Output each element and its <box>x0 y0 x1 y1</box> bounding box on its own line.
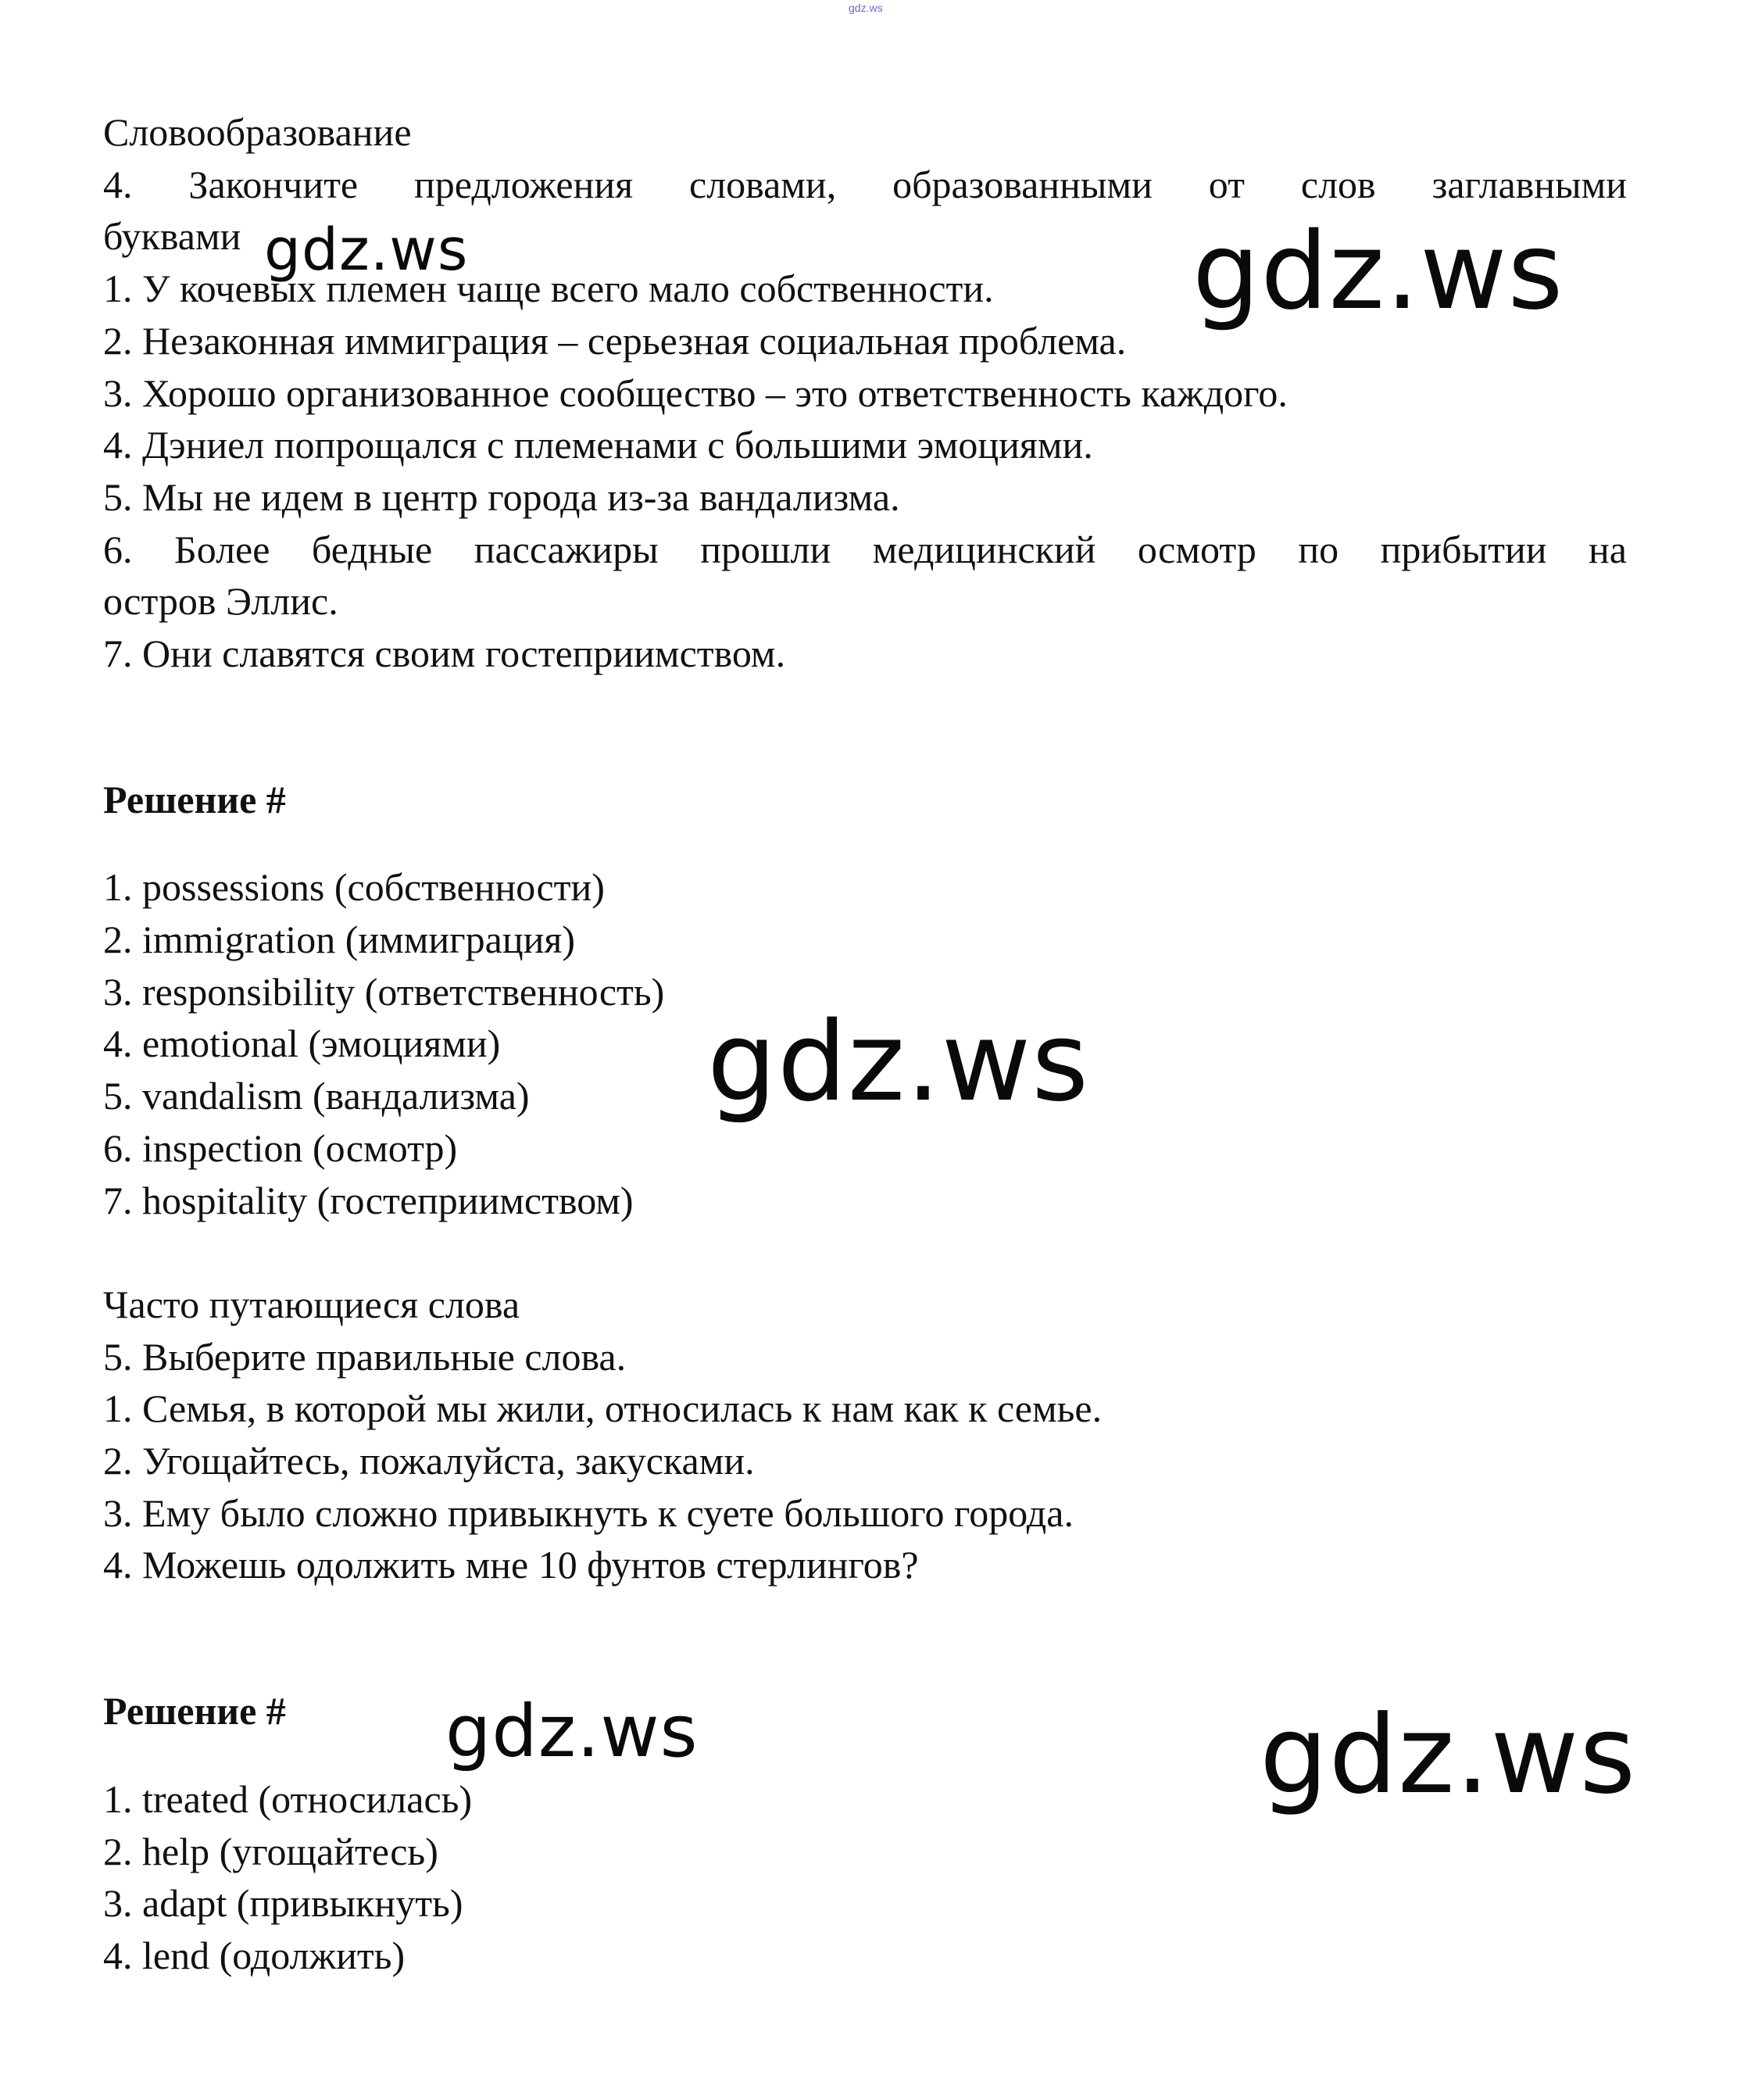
watermark: gdz.ws <box>1260 1692 1637 1818</box>
sentence-2: 2. Угощайтесь, пожалуйста, закусками. <box>103 1439 755 1483</box>
answer-1: 1. possessions (собственности) <box>103 865 605 909</box>
answer-3: 3. responsibility (ответственность) <box>103 970 665 1014</box>
task-text: 4. Закончите предложения словами, образованными от слов заглавными <box>103 163 1627 206</box>
answer-2: 2. help (угощайтесь) <box>103 1830 438 1873</box>
sentence-6: 6. Более бедные пассажиры прошли медицинский осмотр по прибытии на <box>103 528 1627 571</box>
sentence-1: 1. Семья, в которой мы жили, относилась к нам как к семье. <box>103 1386 1103 1430</box>
sentence-2: 2. Незаконная иммиграция – серьезная социальная проблема. <box>103 319 1127 363</box>
watermark: gdz.ws <box>1192 210 1564 334</box>
watermark: gdz.ws <box>445 1690 699 1773</box>
section-title: Словообразование <box>103 110 412 154</box>
sentence-1: 1. У кочевых племен чаще всего мало собственности. <box>103 267 994 310</box>
sentence-5: 5. Мы не идем в центр города из-за вандализма. <box>103 475 900 519</box>
sentence-3: 3. Ему было сложно привыкнуть к суете большого города. <box>103 1491 1074 1535</box>
answer-4: 4. emotional (эмоциями) <box>103 1021 501 1065</box>
answer-4: 4. lend (одолжить) <box>103 1934 406 1977</box>
answer-1: 1. treated (относилась) <box>103 1777 473 1821</box>
answer-7: 7. hospitality (гостеприимством) <box>103 1179 634 1222</box>
answer-2: 2. immigration (иммиграция) <box>103 918 576 961</box>
answer-5: 5. vandalism (вандализма) <box>103 1074 530 1118</box>
watermark: gdz.ws <box>707 999 1090 1126</box>
top-watermark: gdz.ws <box>849 2 883 14</box>
task-text-continued: буквами <box>103 214 241 258</box>
watermark: gdz.ws <box>264 216 469 284</box>
section-title: Часто путающиеся слова <box>103 1283 520 1326</box>
solution-heading: Решение # <box>103 778 286 821</box>
answer-6: 6. inspection (осмотр) <box>103 1126 458 1170</box>
answer-3: 3. adapt (привыкнуть) <box>103 1881 463 1925</box>
sentence-4: 4. Дэниел попрощался с племенами с большими эмоциями. <box>103 423 1093 467</box>
sentence-4: 4. Можешь одолжить мне 10 фунтов стерлингов? <box>103 1543 919 1587</box>
task-text: 5. Выберите правильные слова. <box>103 1335 627 1379</box>
sentence-7: 7. Они славятся своим гостеприимством. <box>103 631 786 675</box>
sentence-3: 3. Хорошо организованное сообщество – это ответственность каждого. <box>103 371 1288 415</box>
sentence-6-continued: остров Эллис. <box>103 579 338 623</box>
solution-heading: Решение # <box>103 1689 286 1733</box>
